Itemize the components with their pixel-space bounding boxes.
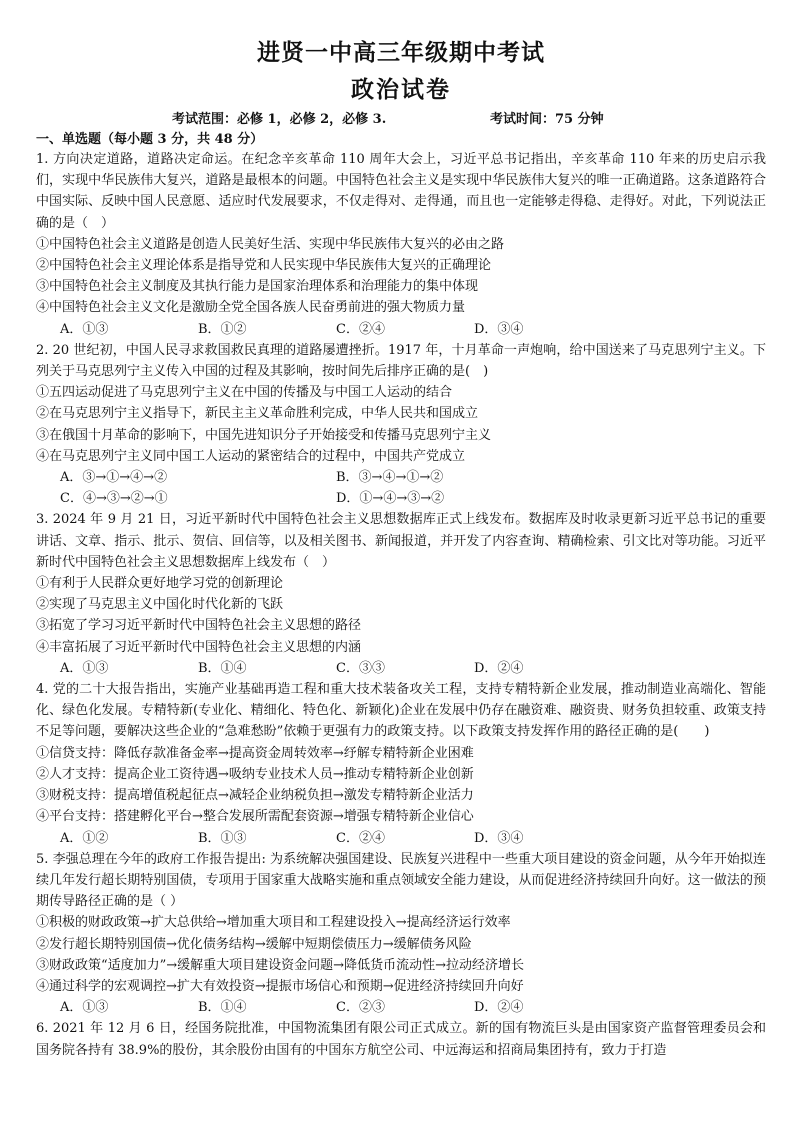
question-3-stem: 3. 2024 年 9 月 21 日，习近平新时代中国特色社会主义思想数据库正式上线发布。数据库及时收录更新习近平总书记的重要讲话、文章、指示、批示、贺信、回信等，以及相关图书、新闻报道，并开发了内容查询、精确检索、引文比对等功能。习近平新时代中国特色社会主义思想数据库上线发布（ ） — [36, 512, 766, 570]
question-1-stem: 1. 方向决定道路，道路决定命运。在纪念辛亥革命 110 周年大会上，习近平总书记指出，辛亥革命 110 年来的历史启示我们，实现中华民族伟大复兴，道路是最根本的问题。中国特色社会主义是实现中华民族伟大复兴的唯一正确道路。这条道路符合中国实际、反映中国人民意愿、适应时代发展要求，不仅走得对、走得通，而且也一定能够走得稳、走得好。对此，下列说法正确的是（ ） — [36, 152, 766, 231]
question-3-choices — [36, 658, 766, 679]
question-3-option: ④丰富拓展了习近平新时代中国特色社会主义思想的内涵 — [36, 639, 362, 655]
question-5-option: ④通过科学的宏观调控→扩大有效投资→提振市场信心和预期→促进经济持续回升向好 — [36, 978, 524, 994]
exam-meta — [36, 110, 766, 130]
question-4-option: ①信贷支持：降低存款准备金率→提高资金周转效率→纾解专精特新企业困难 — [36, 745, 474, 761]
question-1-choices — [36, 319, 766, 340]
choice-a: A．③→①→④→② — [60, 470, 168, 486]
choice-c: C．②④ — [336, 321, 385, 337]
exam-time: 考试时间：75 分钟 — [490, 112, 604, 127]
exam-title: 进贤一中高三年级期中考试 — [257, 39, 545, 66]
choice-b: B．①④ — [198, 1000, 247, 1016]
question-4-stem: 4. 党的二十大报告指出，实施产业基础再造工程和重大技术装备攻关工程，支持专精特新企业发展，推动制造业高端化、智能化、绿色化发展。专精特新(专业化、精细化、特色化、新颖化)企业在发展中仍存在融资难、融资贵、财务负担较重、政策支持不足等问题，要解决这些企业的“急难愁盼”依赖于更强有力的政策支持。以下政策支持发挥作用的路径正确的是( ) — [36, 682, 766, 740]
question-5-option: ①积极的财政政策→扩大总供给→增加重大项目和工程建设投入→提高经济运行效率 — [36, 915, 511, 931]
question-4-option: ③财税支持：提高增值税起征点→减轻企业纳税负担→激发专精特新企业活力 — [36, 788, 474, 804]
exam-page — [36, 38, 766, 1061]
question-2-stem: 2. 20 世纪初，中国人民寻求救国救民真理的道路屡遭挫折。1917 年，十月革命一声炮响，给中国送来了马克思列宁主义。下列关于马克思列宁主义传入中国的过程及其影响，按时间先后排序正确的是( ) — [36, 342, 766, 380]
choice-a: A．①③ — [60, 660, 109, 676]
choice-d: D．③④ — [474, 321, 524, 337]
question-4-choices — [36, 828, 766, 849]
question-4-option: ④平台支持：搭建孵化平台→整合发展所需配套资源→增强专精特新企业信心 — [36, 809, 474, 825]
choice-b: B．①④ — [198, 660, 247, 676]
question-3-option: ①有利于人民群众更好地学习党的创新理论 — [36, 576, 284, 592]
choice-c: C．③③ — [336, 660, 385, 676]
question-2-option: ②在马克思列宁主义指导下，新民主主义革命胜利完成，中华人民共和国成立 — [36, 406, 479, 422]
choice-a: A．①③ — [60, 321, 109, 337]
exam-range: 考试范围：必修 1，必修 2，必修 3. — [172, 112, 387, 127]
question-1-option: ①中国特色社会主义道路是创造人民美好生活、实现中华民族伟大复兴的必由之路 — [36, 236, 505, 252]
choice-a: A．①② — [60, 830, 109, 846]
choice-b: B．①② — [198, 321, 247, 337]
choice-c: C．②④ — [336, 830, 385, 846]
question-5-choices — [36, 997, 766, 1018]
choice-b: B．①③ — [198, 830, 247, 846]
question-1-option: ④中国特色社会主义文化是激励全党全国各族人民奋勇前进的强大物质力量 — [36, 300, 466, 316]
question-2-option: ①五四运动促进了马克思列宁主义在中国的传播及与中国工人运动的结合 — [36, 385, 453, 401]
question-3-option: ③拓宽了学习习近平新时代中国特色社会主义思想的路径 — [36, 618, 362, 634]
question-6-stem: 6. 2021 年 12 月 6 日，经国务院批准，中国物流集团有限公司正式成立。新的国有物流巨头是由国家资产监督管理委员会和国务院各持有 38.9%的股份，其余股份由国有的中国东方航空公司、中远海运和招商局集团持有，致力于打造 — [36, 1021, 766, 1058]
question-2-choices-row1 — [36, 467, 766, 488]
question-3-option: ②实现了马克思主义中国化时代化新的飞跃 — [36, 597, 284, 613]
choice-c: C．④→③→②→① — [60, 491, 168, 507]
choice-c: C．②③ — [336, 1000, 385, 1016]
question-4-option: ②人才支持：提高企业工资待遇→吸纳专业技术人员→推动专精特新企业创新 — [36, 766, 474, 782]
choice-b: B．③→④→①→② — [336, 470, 444, 486]
choice-d: D．②④ — [474, 660, 524, 676]
question-2-option: ③在俄国十月革命的影响下，中国先进知识分子开始接受和传播马克思列宁主义 — [36, 427, 492, 443]
choice-a: A．①③ — [60, 1000, 109, 1016]
choice-d: D．①→④→③→② — [336, 491, 445, 507]
question-2-choices-row2 — [36, 488, 766, 509]
section-heading: 一、单选题（每小题 3 分，共 48 分） — [36, 132, 264, 147]
question-5-option: ③财政政策“适度加力”→缓解重大项目建设资金问题→降低货币流动性→拉动经济增长 — [36, 957, 524, 973]
choice-d: D．③④ — [474, 830, 524, 846]
question-1-option: ②中国特色社会主义理论体系是指导党和人民实现中华民族伟大复兴的正确理论 — [36, 258, 492, 274]
choice-d: D．②④ — [474, 1000, 524, 1016]
question-5-stem: 5. 李强总理在今年的政府工作报告提出: 为系统解决强国建设、民族复兴进程中一些重大项目建设的资金问题，从今年开始拟连续几年发行超长期特别国债，专项用于国家重大战略实施和重点领域安全能力建设，从而促进经济持续回升向好。这一做法的预期传导路径正确的是（ ） — [36, 851, 766, 910]
question-5-option: ②发行超长期特别国债→优化债务结构→缓解中短期偿债压力→缓解债务风险 — [36, 936, 472, 952]
subject-title: 政治试卷 — [351, 76, 451, 103]
question-2-option: ④在马克思列宁主义同中国工人运动的紧密结合的过程中，中国共产党成立 — [36, 448, 466, 464]
question-1-option: ③中国特色社会主义制度及其执行能力是国家治理体系和治理能力的集中体现 — [36, 279, 479, 295]
